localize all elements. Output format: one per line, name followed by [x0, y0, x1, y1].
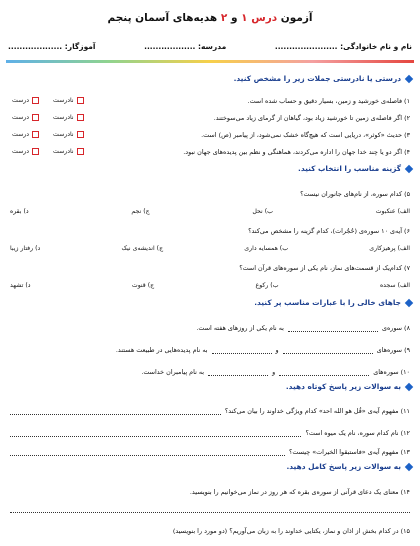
teacher-field[interactable]: آموزگار: ................... [8, 42, 96, 51]
blank-field[interactable] [208, 368, 268, 376]
answer-field[interactable] [10, 448, 285, 456]
tf-question: ۲) اگر فاصله‌ی زمین تا خورشید زیاد بود، گیاهان از گرمای زیاد می‌سوختند. [213, 114, 410, 122]
checkbox-icon[interactable] [77, 131, 84, 138]
diamond-icon [405, 164, 413, 172]
blank-field[interactable] [212, 346, 272, 354]
fill-question [10, 324, 410, 332]
section-title: گزینه مناسب را انتخاب کنید. [298, 164, 401, 173]
fill-text: به نام پدیده‌هایی در طبیعت هستند. [115, 346, 208, 354]
false-label: نادرست [53, 97, 74, 104]
question-text: ۱۳) مفهوم آیه‌ی «فاستبقوا الخیرات» چیست؟ [288, 448, 410, 456]
answer-field[interactable] [10, 429, 301, 437]
section-title: به سوالات زیر پاسخ کوتاه دهید. [285, 382, 401, 391]
mc-options [10, 282, 410, 289]
color-divider [6, 60, 414, 63]
long-question: ۱۴) معنای یک دعای قرآنی از سوره‌ی بقره که هر روز در نماز می‌خوانیم را بنویسید. [189, 488, 410, 496]
exam-title [0, 12, 420, 24]
title-part: هدیه‌های آسمان پنجم [107, 12, 221, 24]
section-heading-long-answer [286, 462, 412, 471]
tf-options [12, 131, 84, 138]
title-part: و [227, 12, 242, 24]
diamond-icon [405, 382, 413, 390]
question-text: ۱۱) مفهوم آیه‌ی «قُل هو الله احد» کدام ویژگی خداوند را بیان می‌کند؟ [224, 407, 410, 415]
option-d[interactable]: د) بقره [10, 208, 29, 215]
checkbox-icon[interactable] [77, 148, 84, 155]
answer-field[interactable] [10, 407, 221, 415]
student-info-line [8, 42, 412, 51]
option-a[interactable]: الف) عنکبوت [375, 208, 410, 215]
true-label: درست [12, 148, 30, 155]
mc-question: ۷) کدام‌یک از قسمت‌های نماز، نام یکی از سوره‌های قرآن است؟ [239, 264, 410, 272]
option-c[interactable]: ج) قنوت [131, 282, 155, 289]
option-c[interactable]: ج) نجم [131, 208, 150, 215]
option-b[interactable]: ب) نحل [252, 208, 273, 215]
false-label: نادرست [53, 114, 74, 121]
title-red-part: درس ۱ [241, 12, 278, 24]
name-field[interactable]: نام و نام خانوادگی: ...................... [274, 42, 412, 51]
fill-question [10, 346, 410, 354]
section-title: درستی یا نادرستی جملات زیر را مشخص کنید. [233, 74, 401, 83]
fill-text: ۸) سوره‌ی [381, 324, 410, 332]
fill-text: ۱۰) سوره‌های [373, 368, 410, 376]
fill-text: به نام یکی از روزهای هفته است. [196, 324, 284, 332]
mc-options [10, 245, 410, 252]
question-text: ۱۲) نام کدام سوره، نام یک میوه است؟ [305, 429, 410, 437]
title-part: آزمون [277, 12, 313, 24]
diamond-icon [405, 298, 413, 306]
tf-options [12, 97, 84, 104]
section-heading-short-answer [286, 382, 412, 391]
tf-question: ۱) فاصله‌ی خورشید و زمین، بسیار دقیق و حساب شده است. [247, 97, 410, 105]
section-heading-true-false [234, 74, 412, 83]
fill-text: و [275, 346, 279, 354]
long-question: ۱۵) در کدام بخش از اذان و نماز، یکتایی خداوند را به زبان می‌آوریم؟ (دو مورد را بنویسید) [172, 527, 410, 535]
school-field[interactable]: مدرسه: .................. [144, 42, 227, 51]
true-label: درست [12, 114, 30, 121]
mc-question: ۵) کدام سوره، از نام‌های جانوران نیست؟ [300, 190, 410, 198]
section-title: به سوالات زیر پاسخ کامل دهید. [286, 462, 401, 471]
short-question [10, 429, 410, 437]
blank-field[interactable] [288, 324, 378, 332]
mc-question: ۶) آیه‌ی ۱۰ سوره‌ی (حُجُرات)، کدام گزینه را مشخص می‌کند؟ [248, 227, 410, 235]
fill-text: ۹) سوره‌های [376, 346, 410, 354]
section-title: جاهای خالی را با عبارات مناسب پر کنید. [254, 298, 401, 307]
checkbox-icon[interactable] [32, 97, 39, 104]
checkbox-icon[interactable] [32, 114, 39, 121]
option-c[interactable]: ج) اندیشه‌ی نیک [121, 245, 164, 252]
tf-question: ۳) حدیث «کوثر»، دریایی است که هیچ‌گاه خشک نمی‌شود، از پیامبر (ص) است. [201, 131, 410, 139]
false-label: نادرست [53, 148, 74, 155]
diamond-icon [405, 462, 413, 470]
option-d[interactable]: د) رفتار زیبا [10, 245, 41, 252]
checkbox-icon[interactable] [77, 114, 84, 121]
false-label: نادرست [53, 131, 74, 138]
option-a[interactable]: الف) سجده [379, 282, 410, 289]
title-red-part: ۲ [220, 12, 228, 24]
blank-field[interactable] [283, 346, 373, 354]
true-label: درست [12, 131, 30, 138]
tf-options [12, 114, 84, 121]
diamond-icon [405, 74, 413, 82]
checkbox-icon[interactable] [77, 97, 84, 104]
fill-text: به نام پیامبران خداست. [141, 368, 205, 376]
answer-line[interactable] [10, 512, 410, 513]
fill-question [10, 368, 410, 376]
section-heading-fill-blank [254, 298, 412, 307]
tf-question: ۴) اگر دو یا چند خدا جهان را اداره می‌کردند، هماهنگی و نظم بین پدیده‌های جهان نبود. [183, 148, 410, 156]
option-b[interactable]: ب) رکوع [255, 282, 279, 289]
option-d[interactable]: د) تشهد [10, 282, 31, 289]
option-b[interactable]: ب) همسایه داری [244, 245, 289, 252]
checkbox-icon[interactable] [32, 131, 39, 138]
short-question [10, 448, 410, 456]
true-label: درست [12, 97, 30, 104]
section-heading-multiple-choice [298, 164, 412, 173]
tf-options [12, 148, 84, 155]
fill-text: و [272, 368, 276, 376]
mc-options [10, 208, 410, 215]
blank-field[interactable] [279, 368, 369, 376]
short-question [10, 407, 410, 415]
checkbox-icon[interactable] [32, 148, 39, 155]
option-a[interactable]: الف) پرهیزکاری [369, 245, 410, 252]
